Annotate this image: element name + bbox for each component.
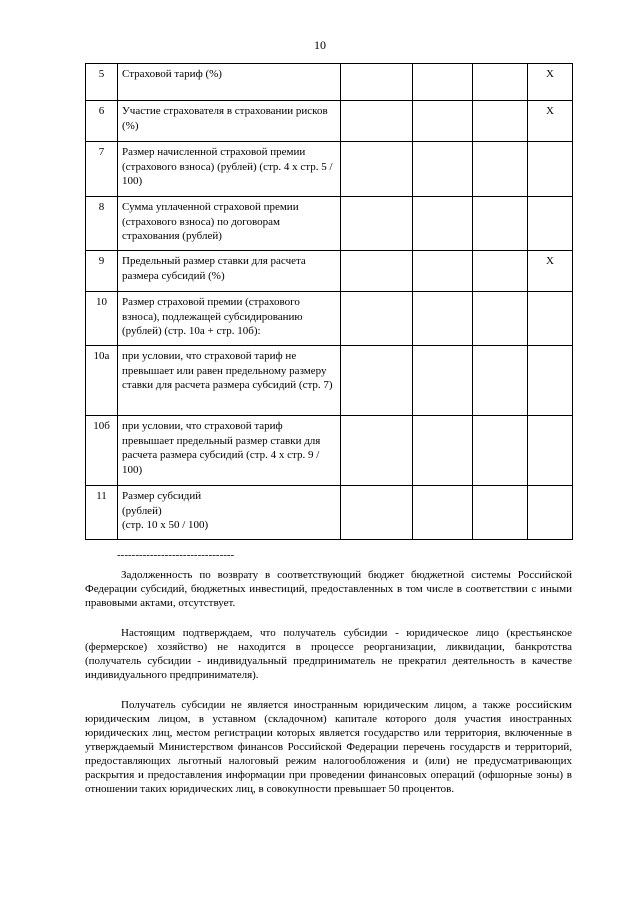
row-description: Участие страхователя в страховании рисков (%) [118,101,341,142]
value-cell [341,197,413,251]
row-description: Размер субсидий (рублей) (стр. 10 x 50 / 100) [118,486,341,540]
status-confirmation-paragraph: Настоящим подтверждаем, что получатель субсидии - юридическое лицо (крестьянское (фермерское) хозяйство) не находится в процессе реорганизации, ликвидации, банкротства (получатель субсидии - индивидуальный предприниматель не прекратил деятельность в качестве индивидуального предпринимателя). [85,627,572,681]
value-cell [341,142,413,197]
value-cell [473,486,528,540]
value-cell [528,292,573,346]
row-description: Страховой тариф (%) [118,64,341,101]
row-number: 8 [86,197,118,251]
value-cell [413,142,473,197]
value-cell [473,416,528,486]
value-cell: X [528,251,573,292]
table-row [86,142,573,197]
row-number: 11 [86,486,118,540]
value-cell [413,251,473,292]
table-row [86,416,573,486]
page-number: 10 [314,38,326,52]
foreign-entity-paragraph: Получатель субсидии не является иностранным юридическим лицом, а также российским юридическим лицом, в уставном (складочном) капитале которого доля участия иностранных юридических лиц, местом регистрации которых является государство или территория, включенные в утверждаемый Министерством финансов Российской Федерации перечень государств и территорий, предоставляющих льготный налоговый режим налогообложения и (или) не предусматривающих раскрытия и предоставления информации при проведении финансовых операций (офшорные зоны) в отношении таких юридических лиц, в совокупности превышает 50 процентов. [85,699,572,795]
value-cell [413,292,473,346]
table-row [86,251,573,292]
row-number: 10 [86,292,118,346]
value-cell: X [528,64,573,101]
table-row [86,292,573,346]
value-cell [528,142,573,197]
value-cell [341,416,413,486]
value-cell [413,101,473,142]
row-number: 10а [86,346,118,416]
row-number: 6 [86,101,118,142]
row-description: Предельный размер ставки для расчета размера субсидий (%) [118,251,341,292]
row-description: при условии, что страховой тариф не превышает или равен предельному размеру ставки для расчета размера субсидий (стр. 7) [118,346,341,416]
row-description: при условии, что страховой тариф превышает предельный размер ставки для расчета размера субсидий (стр. 4 x стр. 9 / 100) [118,416,341,486]
value-cell [341,346,413,416]
table-row [86,197,573,251]
form-table [85,63,573,540]
row-description: Размер начисленной страховой премии (страхового взноса) (рублей) (стр. 4 x стр. 5 / 100) [118,142,341,197]
row-number: 5 [86,64,118,101]
value-cell [528,416,573,486]
value-cell [473,346,528,416]
row-description: Сумма уплаченной страховой премии (страхового взноса) по договорам страхования (рублей) [118,197,341,251]
value-cell [413,64,473,101]
value-cell [413,346,473,416]
value-cell [413,486,473,540]
table-row [86,64,573,101]
value-cell [473,292,528,346]
value-cell [473,197,528,251]
value-cell [473,142,528,197]
value-cell [413,416,473,486]
footnote-separator: -------------------------------- [117,549,235,561]
value-cell [413,197,473,251]
value-cell [473,101,528,142]
debt-statement-paragraph: Задолженность по возврату в соответствующий бюджет бюджетной системы Российской Федерации субсидий, бюджетных инвестиций, предоставленных в том числе в соответствии с иными правовыми актами, отсутствует. [85,569,572,609]
value-cell [473,251,528,292]
value-cell [341,64,413,101]
value-cell [528,486,573,540]
table-row [86,346,573,416]
value-cell [473,64,528,101]
row-number: 9 [86,251,118,292]
value-cell [528,346,573,416]
table-row [86,101,573,142]
value-cell [341,292,413,346]
value-cell [341,486,413,540]
table-row [86,486,573,540]
value-cell [341,101,413,142]
value-cell: X [528,101,573,142]
row-number: 10б [86,416,118,486]
value-cell [528,197,573,251]
row-number: 7 [86,142,118,197]
row-description: Размер страховой премии (страхового взноса), подлежащей субсидированию (рублей) (стр. 10а + стр. 10б): [118,292,341,346]
value-cell [341,251,413,292]
